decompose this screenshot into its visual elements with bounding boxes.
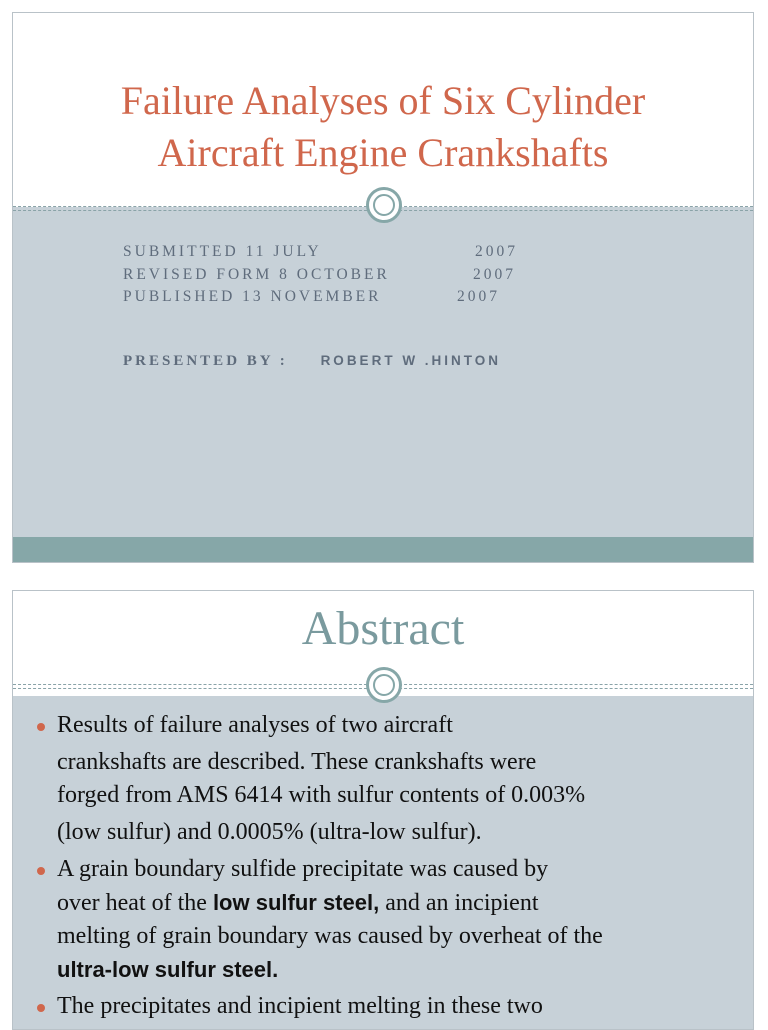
- date-label: SUBMITTED 11 JULY: [123, 243, 322, 260]
- slide-title: Abstract: [301, 602, 465, 655]
- text-line: [57, 886, 733, 920]
- presented-by-label: PRESENTED BY :: [123, 353, 288, 369]
- date-line-submitted: [123, 241, 518, 264]
- text-run: over heat of the: [57, 890, 213, 916]
- text-line: A grain boundary sulfide precipitate was caused by: [57, 856, 549, 882]
- date-year: 2007: [473, 265, 516, 283]
- date-line-revised: [123, 264, 516, 287]
- date-label: REVISED FORM 8 OCTOBER: [123, 265, 390, 283]
- text-line: Results of failure analyses of two aircraft: [57, 712, 453, 738]
- text-line: (low sulfur) and 0.0005% (ultra-low sulfur).: [57, 819, 482, 845]
- footer-bar: [13, 537, 753, 563]
- emphasis-text: low sulfur steel,: [212, 890, 380, 915]
- bullet-item: [37, 709, 733, 849]
- publication-dates: [123, 241, 518, 309]
- date-label: PUBLISHED 13 NOVEMBER: [123, 288, 382, 305]
- text-line: melting of grain boundary was caused by overheat of the: [57, 923, 603, 949]
- presenter-line: [123, 353, 501, 370]
- ring-ornament-icon: [366, 667, 402, 703]
- slide-title: [13, 75, 753, 179]
- date-year: 2007: [475, 243, 518, 260]
- date-year: 2007: [457, 288, 500, 305]
- date-line-published: [123, 286, 500, 309]
- text-line: forged from AMS 6414 with sulfur contents of 0.003%: [57, 782, 586, 808]
- ring-ornament-icon: [366, 187, 402, 223]
- text-run: and an incipient: [379, 890, 539, 916]
- abstract-slide: [12, 590, 754, 1030]
- title-line-2: Aircraft Engine Crankshafts: [157, 130, 609, 175]
- text-line: crankshafts are described. These crankshafts were: [57, 749, 537, 775]
- title-line-1: Failure Analyses of Six Cylinder: [120, 78, 646, 123]
- title-slide: [12, 12, 754, 563]
- bullet-item: [37, 990, 733, 1023]
- text-line: The precipitates and incipient melting in these two: [57, 993, 543, 1019]
- abstract-content: [37, 709, 733, 1023]
- emphasis-text: ultra-low sulfur steel.: [57, 957, 279, 982]
- bullet-item: [37, 853, 733, 986]
- presenter-name: ROBERT W .HINTON: [320, 353, 502, 368]
